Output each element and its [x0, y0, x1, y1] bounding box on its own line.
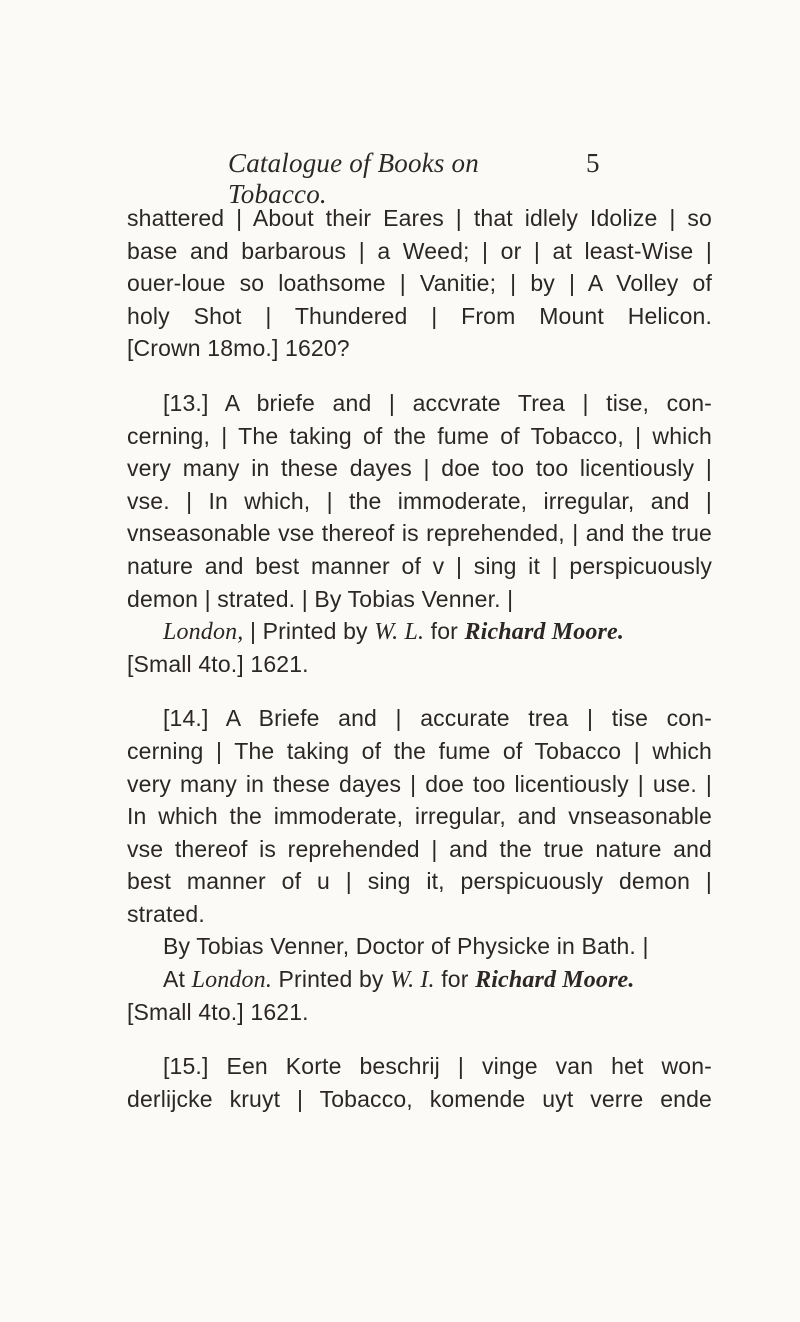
- imprint-city: London,: [163, 619, 244, 646]
- text-line: holy Shot | Thundered | From Mount Helicon.: [127, 302, 712, 329]
- text-line: [14.] A Briefe and | accurate trea | tise con-: [163, 705, 712, 732]
- page-number: 5: [586, 148, 600, 178]
- text-line: demon | strated. | By Tobias Venner. |: [127, 585, 514, 612]
- catalogue-entry-12-continued: [127, 202, 712, 365]
- format-line: [Small 4to.] 1621.: [127, 998, 309, 1025]
- text-line: base and barbarous | a Weed; | or | at least-Wise |: [127, 237, 712, 264]
- imprint-printed-by: | Printed by: [249, 618, 368, 645]
- text-line: vse. | In which, | the immoderate, irregular, and |: [127, 487, 712, 514]
- text-line: strated.: [127, 900, 205, 927]
- text-line: By Tobias Venner, Doctor of Physicke in Bath. |: [163, 933, 649, 960]
- catalogue-entry-15: [127, 1050, 712, 1115]
- text-line: In which the immoderate, irregular, and vnseasonable: [127, 803, 712, 830]
- running-title: Catalogue of Books on Tobacco.: [228, 148, 479, 209]
- entry-spacer: [127, 365, 712, 387]
- text-line: [13.] A briefe and | accvrate Trea | tise, con-: [163, 389, 712, 416]
- imprint-printer: W. I.: [390, 967, 435, 994]
- text-line: vse thereof is reprehended | and the true nature and: [127, 835, 712, 862]
- format-line: [Small 4to.] 1621.: [127, 650, 309, 677]
- catalogue-entry-13: [127, 387, 712, 680]
- text-line: vnseasonable vse thereof is reprehended, | and the true: [127, 520, 712, 547]
- text-line: best manner of u | sing it, perspicuously demon |: [127, 868, 712, 895]
- text-line: ouer-loue so loathsome | Vanitie; | by | A Volley of: [127, 270, 712, 297]
- text-line: cerning, | The taking of the fume of Tobacco, | which: [127, 422, 712, 449]
- imprint-line: [127, 963, 712, 996]
- text-line: [15.] Een Korte beschrij | vinge van het won-: [163, 1053, 712, 1080]
- imprint-city: London.: [191, 967, 272, 994]
- entry-spacer: [127, 1028, 712, 1050]
- imprint-printed-by: Printed by: [278, 966, 384, 993]
- text-line: derlijcke kruyt | Tobacco, komende uyt verre ende: [127, 1085, 712, 1112]
- catalogue-entry-14: [127, 702, 712, 1028]
- text-line: nature and best manner of v | sing it | perspicuously: [127, 552, 712, 579]
- imprint-at: At: [163, 966, 186, 993]
- imprint-publisher: Richard Moore.: [475, 967, 635, 994]
- text-line: shattered | About their Eares | that idlely Idolize | so: [127, 205, 712, 231]
- imprint-printer: W. L.: [374, 619, 425, 646]
- imprint-for: for: [430, 618, 458, 645]
- imprint-publisher: Richard Moore.: [464, 619, 624, 646]
- entry-spacer: [127, 680, 712, 702]
- imprint-for: for: [441, 966, 469, 993]
- catalogue-text: [127, 202, 712, 1115]
- text-line: very many in these dayes | doe too licentiously | use. |: [127, 770, 712, 797]
- text-line: cerning | The taking of the fume of Tobacco | which: [127, 737, 712, 764]
- imprint-line: [127, 615, 712, 648]
- format-line: [Crown 18mo.] 1620?: [127, 335, 350, 362]
- text-line: very many in these dayes | doe too too licentiously |: [127, 455, 712, 482]
